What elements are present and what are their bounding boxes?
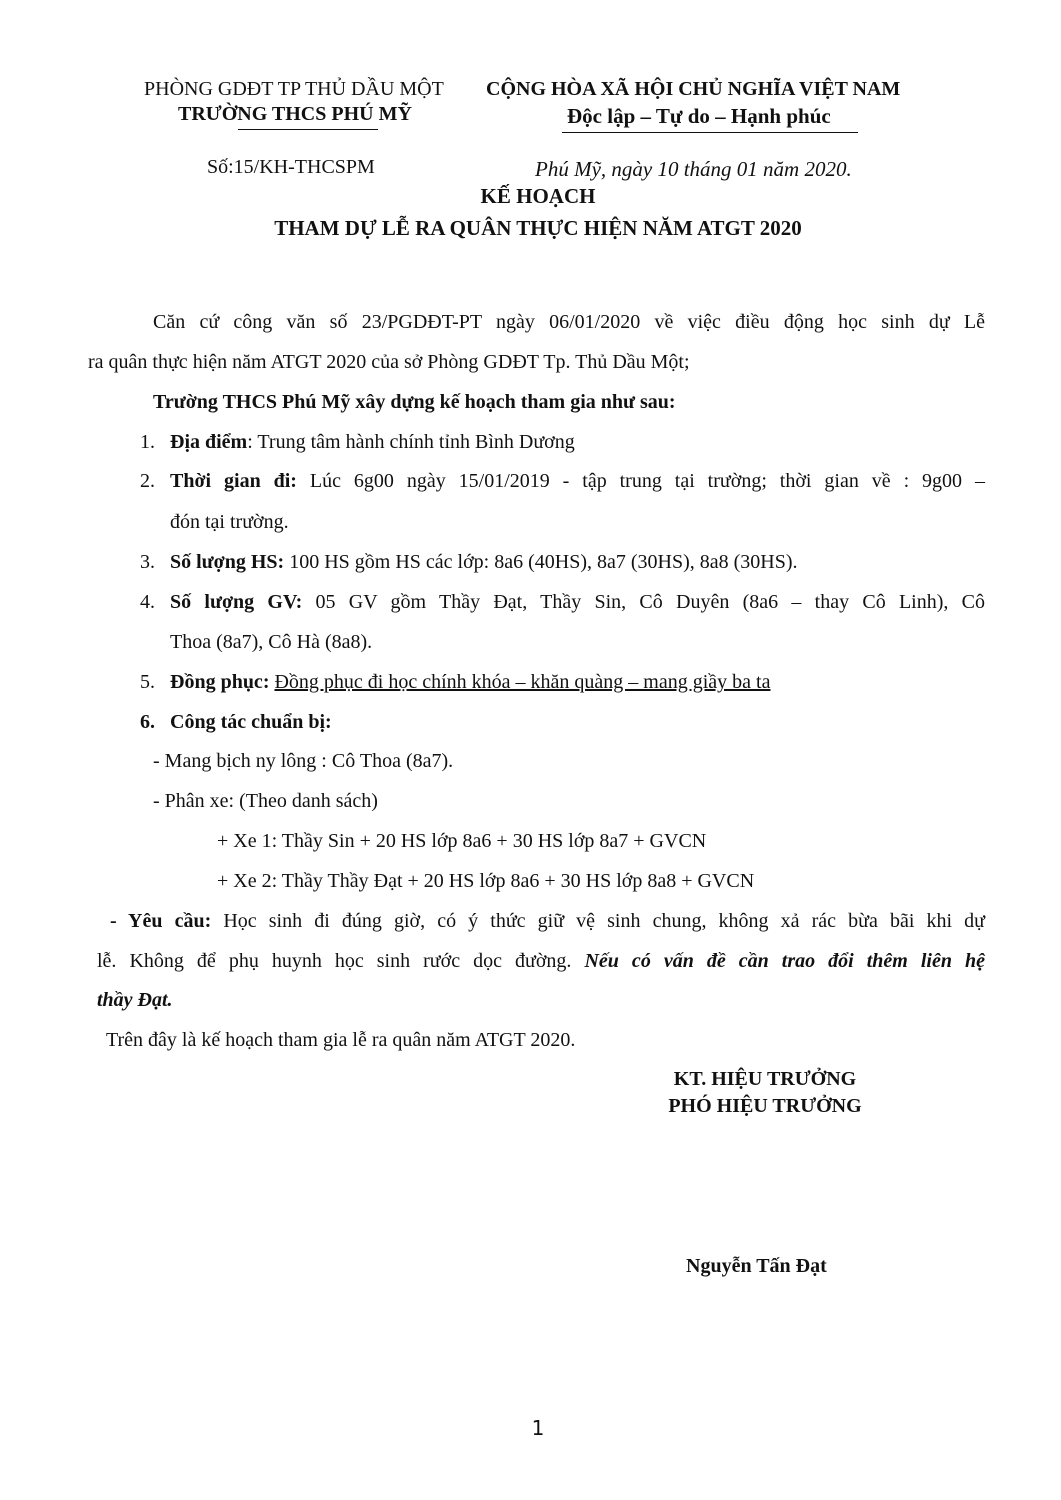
item-continuation: đón tại trường. — [170, 511, 289, 533]
item-text: 100 HS gồm HS các lớp: 8a6 (40HS), 8a7 (30HS), 8a8 (30HS). — [284, 551, 798, 573]
basis-line-1: Căn cứ công văn số 23/PGDĐT-PT ngày 06/01/2020 về việc điều động học sinh dự Lễ — [153, 311, 985, 333]
list-item — [140, 671, 770, 694]
signature-title: KT. HIỆU TRƯỞNG — [673, 1068, 857, 1090]
signature-role: PHÓ HIỆU TRƯỞNG — [668, 1095, 862, 1117]
requirement-text: lễ. Không để phụ huynh học sinh rước dọc đường. — [97, 950, 585, 972]
closing-statement: Trên đây là kế hoạch tham gia lễ ra quân năm ATGT 2020. — [106, 1029, 576, 1051]
country-name: CỘNG HÒA XÃ HỘI CHỦ NGHĨA VIỆT NAM — [486, 78, 901, 100]
prep-vehicles: - Phân xe: (Theo danh sách) — [153, 790, 378, 812]
document-subtitle: THAM DỰ LỄ RA QUÂN THỰC HIỆN NĂM ATGT 2020 — [274, 216, 802, 240]
document-number: Số:15/KH-THCSPM — [207, 156, 375, 178]
vehicle-1: + Xe 1: Thầy Sin + 20 HS lớp 8a6 + 30 HS lớp 8a7 + GVCN — [217, 830, 707, 852]
school-name-underline — [238, 129, 378, 130]
item-label: Số lượng GV: — [170, 591, 303, 613]
plan-intro: Trường THCS Phú Mỹ xây dựng kế hoạch tham gia như sau: — [153, 391, 676, 413]
item-continuation: Thoa (8a7), Cô Hà (8a8). — [170, 631, 373, 653]
list-item — [170, 591, 985, 614]
requirement-line-1 — [110, 910, 985, 933]
department-name: PHÒNG GDĐT TP THỦ DẦU MỘT — [144, 78, 444, 100]
document-title: KẾ HOẠCH — [480, 184, 596, 208]
item-label: Số lượng HS: — [170, 551, 285, 573]
document-date: Phú Mỹ, ngày 10 tháng 01 năm 2020. — [535, 157, 852, 181]
motto-underline — [562, 132, 858, 133]
item-text: : Trung tâm hành chính tỉnh Bình Dương — [247, 431, 575, 453]
national-motto: Độc lập – Tự do – Hạnh phúc — [567, 104, 831, 128]
item-label: Đồng phục: — [170, 671, 270, 693]
basis-line-2: ra quân thực hiện năm ATGT 2020 của sở Phòng GDĐT Tp. Thủ Dầu Một; — [88, 351, 690, 373]
prep-bag: - Mang bịch ny lông : Cô Thoa (8a7). — [153, 750, 454, 772]
item-number: 5. — [140, 671, 155, 693]
num-marker — [140, 591, 170, 614]
list-item — [140, 711, 332, 734]
requirement-label: - Yêu cầu: — [110, 910, 212, 932]
school-name: TRƯỜNG THCS PHÚ MỸ — [178, 103, 412, 125]
requirement-line-2 — [97, 950, 985, 973]
item-label: Địa điểm — [170, 431, 248, 453]
vehicle-2: + Xe 2: Thầy Thầy Đạt + 20 HS lớp 8a6 + 30 HS lớp 8a8 + GVCN — [217, 870, 755, 892]
item-text: Đồng phục đi học chính khóa – khăn quàng – mang giầy ba ta — [274, 671, 771, 693]
signatory-name: Nguyễn Tấn Đạt — [686, 1255, 827, 1277]
item-number: 4. — [140, 591, 155, 613]
list-item — [140, 431, 575, 454]
item-number: 3. — [140, 551, 155, 573]
item-text: Lúc 6g00 ngày 15/01/2019 - tập trung tại trường; thời gian về : 9g00 – — [296, 470, 985, 492]
page-number: 1 — [531, 1416, 545, 1440]
item-number: 1. — [140, 431, 155, 453]
item-text: 05 GV gồm Thầy Đạt, Thầy Sin, Cô Duyên (8a6 – thay Cô Linh), Cô — [302, 591, 985, 613]
item-label: Thời gian đi: — [170, 470, 297, 492]
list-item — [140, 551, 798, 574]
list-item — [170, 470, 985, 493]
num-marker — [140, 470, 170, 493]
item-number: 6. — [140, 711, 155, 733]
item-number: 2. — [140, 470, 155, 492]
requirement-text: Học sinh đi đúng giờ, có ý thức giữ vệ sinh chung, không xả rác bừa bãi khi dự — [211, 910, 985, 932]
requirement-emphasis: Nếu có vấn đề cần trao đổi thêm liên hệ — [584, 950, 986, 972]
requirement-line-3: thầy Đạt. — [97, 989, 173, 1011]
item-label: Công tác chuẩn bị: — [170, 711, 332, 733]
